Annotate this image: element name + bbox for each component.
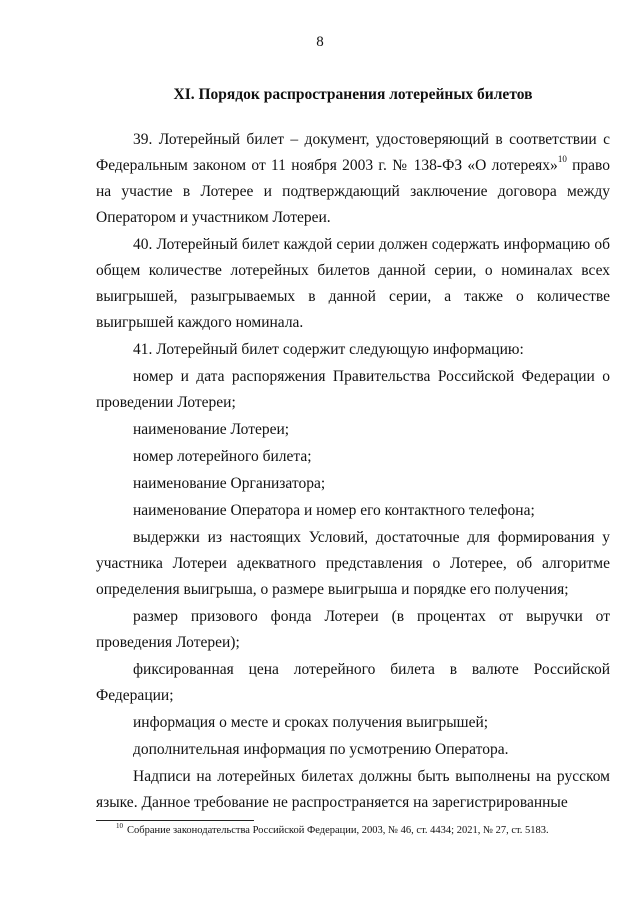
list-item: номер и дата распоряжения Правительства Российской Федерации о проведении Лотереи; [96,368,610,411]
list-item: дополнительная информация по усмотрению Оператора. [133,741,509,758]
list-item: размер призового фонда Лотереи (в процентах от выручки от проведения Лотереи); [96,608,610,651]
paragraph-39 [96,127,610,231]
list-item: наименование Оператора и номер его контактного телефона; [133,502,535,519]
footnote-reference: 10 [557,153,567,164]
page-number: 8 [316,34,324,50]
paragraph-40: 40. Лотерейный билет каждой серии должен содержать информацию об общем количестве лотерейных билетов данной серии, о номиналах всех выигрышей, разыгрываемых в данной серии, а также о количестве выигрышей каждого номинала. [96,236,610,331]
footnote-separator [96,820,254,821]
list-item: фиксированная цена лотерейного билета в валюте Российской Федерации; [96,661,610,704]
footnote-text: Собрание законодательства Российской Федерации, 2003, № 46, ст. 4434; 2021, № 27, ст. 5183. [127,825,549,836]
paragraph-39-text-b: право на участие в Лотерее и подтверждающий заключение договора между Оператором и участником Лотереи. [96,157,610,226]
list-item: номер лотерейного билета; [133,448,312,465]
list-item: выдержки из настоящих Условий, достаточные для формирования у участника Лотереи адекватного представления о Лотерее, об алгоритме определения выигрыша, о размере выигрыша и порядке его получения; [96,529,610,598]
footnote-number: 10 [116,821,123,830]
section-heading: XI. Порядок распространения лотерейных билетов [173,86,533,103]
paragraph-last: Надписи на лотерейных билетах должны быть выполнены на русском языке. Данное требование не распространяется на зарегистрированные [96,768,610,811]
list-item: наименование Лотереи; [133,421,290,438]
paragraph-41: 41. Лотерейный билет содержит следующую информацию: [133,341,524,358]
document-body [96,127,610,816]
paragraph-39-text-a: 39. Лотерейный билет – документ, удостоверяющий в соответствии с Федеральным законом от 11 ноября 2003 г. № 138-ФЗ «О лотереях» [96,131,610,174]
list-item: информация о месте и сроках получения выигрышей; [133,714,489,731]
list-item: наименование Организатора; [133,475,326,492]
footnote [116,821,616,836]
